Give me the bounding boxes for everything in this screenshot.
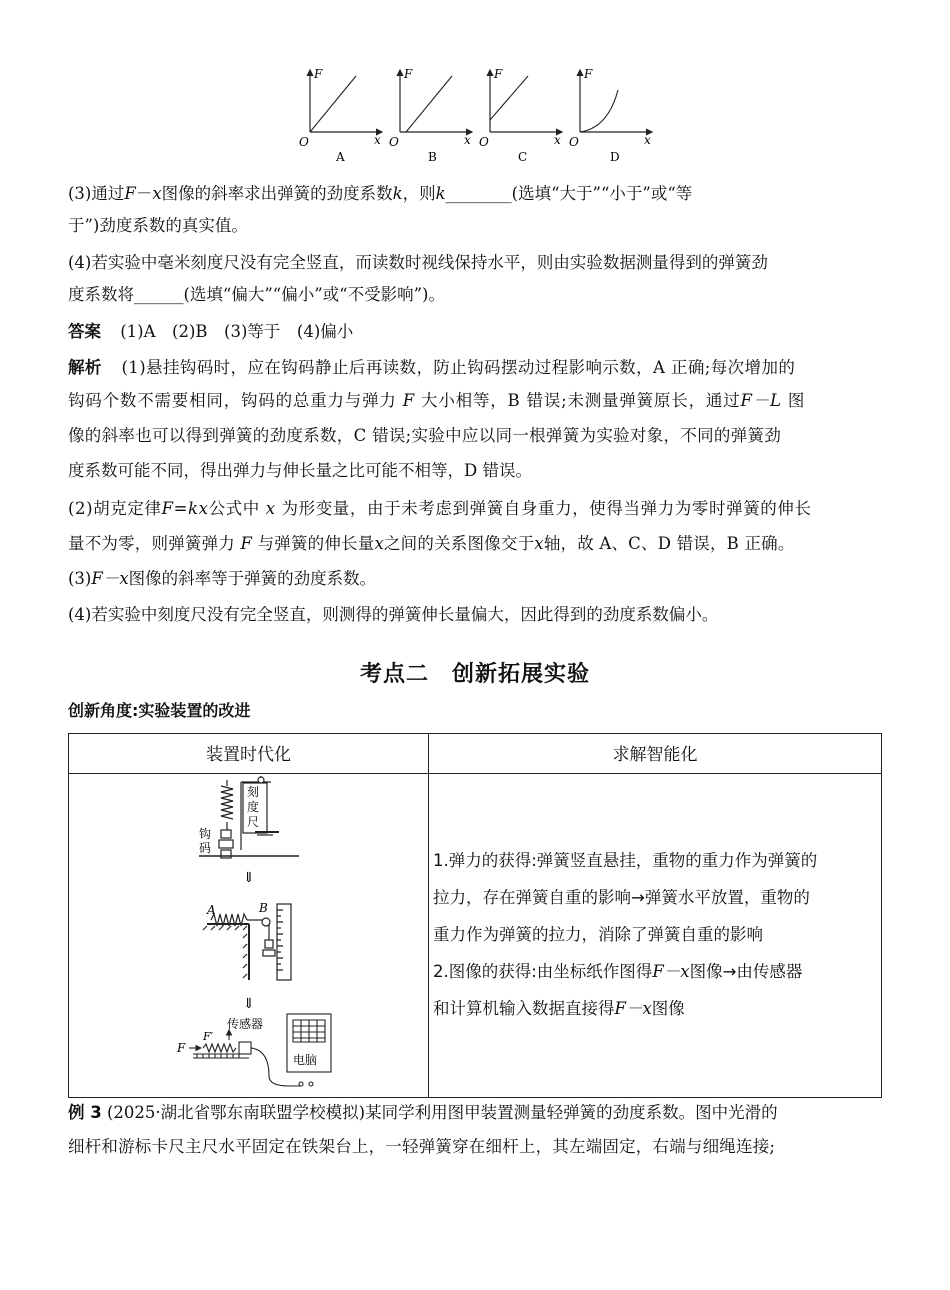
- q3-k1: k: [392, 184, 403, 203]
- fx-graphs: [290, 64, 670, 168]
- analysis-5-x: x: [265, 499, 276, 518]
- comparison-table: [68, 733, 882, 1098]
- p2-l1-a: 2.图像的获得:由坐标纸作图得: [433, 962, 653, 981]
- p2-l2-a: 和计算机输入数据直接得: [433, 999, 615, 1018]
- analysis-6a: 量不为零，则弹簧弹力: [68, 534, 235, 553]
- analysis-2c: 图: [787, 391, 806, 410]
- graph-b-option: B: [428, 150, 437, 164]
- analysis-line-7: [68, 567, 884, 591]
- answer-text: (1)A (2)B (3)等于 (4)偏小: [120, 322, 354, 341]
- example-3-line-1: [68, 1101, 884, 1125]
- graph-a-origin: O: [299, 135, 309, 149]
- section-subtitle: 创新角度:实验装置的改进: [68, 701, 251, 720]
- ruler-label-2: 度: [247, 800, 260, 814]
- analysis-2a: 钩码个数不需要相同，钩码的总重力与弹力: [68, 391, 397, 410]
- question-3-line-1: [68, 182, 884, 206]
- down-arrow-2: ⇓: [243, 996, 255, 1012]
- q3-suffix: (选填“大于”“小于”或“等: [511, 184, 693, 203]
- answer-label: 答案: [68, 322, 101, 341]
- analysis-2-F: F: [402, 391, 415, 410]
- graph-a: [299, 67, 382, 164]
- analysis-7b: 图像的斜率等于弹簧的劲度系数。: [128, 569, 377, 588]
- graph-a-line: [310, 76, 356, 132]
- graph-c-x-label: x: [554, 133, 561, 147]
- graph-c-y-label: F: [494, 67, 503, 81]
- point-2-line-1: [433, 953, 878, 990]
- answer-line: [68, 320, 884, 344]
- analysis-label: 解析: [68, 358, 102, 377]
- table-right-cell: [433, 842, 878, 1027]
- q4-answer-blank[interactable]: ______: [134, 285, 184, 304]
- graph-c-line: [490, 76, 528, 120]
- table-column-divider: [428, 734, 429, 1097]
- analysis-text-1: (1)悬挂钩码时，应在钩码静止后再读数，防止钩码摆动过程影响示数，A 正确;每次增加的: [121, 358, 796, 377]
- analysis-2-FL: F－L: [740, 391, 782, 410]
- sensor-spring: [203, 1044, 236, 1052]
- q3-comma: ，则: [402, 184, 436, 203]
- apparatus-figure: [169, 774, 339, 1096]
- analysis-7a: (3): [68, 569, 92, 588]
- graph-d-y-label: F: [584, 67, 593, 81]
- graph-d-x-label: x: [644, 133, 651, 147]
- q4-text-a: 度系数将: [68, 285, 134, 304]
- q3-prefix: (3)通过: [68, 184, 125, 203]
- graph-b: [389, 67, 472, 164]
- p2-l2-b: 图像: [651, 999, 685, 1018]
- analysis-line-2: [68, 389, 884, 413]
- question-3-line-2: 于”)劲度系数的真实值。: [68, 216, 248, 235]
- analysis-line-3: 像的斜率也可以得到弹簧的劲度系数，C 错误;实验中应以同一根弹簧为实验对象，不同的弹簧劲: [68, 426, 782, 445]
- graph-d: [569, 67, 652, 164]
- label-A: A: [207, 903, 216, 917]
- analysis-6b: 与弹簧的伸长量: [257, 534, 375, 553]
- example-label: 例 3: [68, 1103, 102, 1122]
- section-title: 考点二 创新拓展实验: [359, 662, 590, 687]
- down-arrow-1: ⇓: [243, 870, 255, 886]
- analysis-6-x2: x: [534, 534, 544, 553]
- q3-mid: 图像的斜率求出弹簧的劲度系数: [161, 184, 393, 203]
- q3-answer-blank[interactable]: ________: [445, 184, 512, 203]
- point-1-line-2: 拉力，存在弹簧自重的影响→弹簧水平放置，重物的: [433, 888, 810, 907]
- analysis-6-F: F: [240, 534, 253, 553]
- graph-d-option: D: [610, 150, 620, 164]
- label-B: B: [259, 901, 268, 915]
- analysis-5b: 公式中: [208, 499, 260, 518]
- sensor-label: 传感器: [227, 1017, 264, 1031]
- example-3-line-2: 细杆和游标卡尺主尺水平固定在铁架台上，一轻弹簧穿在细杆上，其左端固定，右端与细绳连接;: [68, 1137, 776, 1156]
- table-header-left: 装置时代化: [206, 745, 291, 765]
- p2-l2-Fx: F－x: [614, 999, 652, 1018]
- q4-text-b: (选填“偏大”“偏小”或“不受影响”)。: [183, 285, 445, 304]
- force-label-Fprime: F′: [203, 1030, 214, 1043]
- p2-l1-b: 图像→由传感器: [689, 962, 803, 981]
- graph-c: [479, 67, 562, 164]
- graph-d-origin: O: [569, 135, 579, 149]
- horizontal-setup: [203, 904, 291, 980]
- point-2-line-2: [433, 990, 878, 1027]
- q3-k2: k: [435, 184, 446, 203]
- example-text-1: (2025·湖北省鄂东南联盟学校模拟)某同学利用图甲装置测量轻弹簧的劲度系数。图中光滑的: [106, 1103, 778, 1122]
- graph-a-option: A: [336, 150, 345, 164]
- graph-a-y-label: F: [314, 67, 323, 81]
- weight-label-1: 钩: [199, 827, 212, 841]
- analysis-line-1: [68, 356, 884, 380]
- table-header-right: 求解智能化: [612, 745, 698, 765]
- graph-c-origin: O: [479, 135, 489, 149]
- graph-c-option: C: [518, 150, 528, 164]
- point-1-line-1: 1.弹力的获得:弹簧竖直悬挂，重物的重力作为弹簧的: [433, 851, 818, 870]
- analysis-5-eq: F=kx: [161, 499, 209, 518]
- vertical-spring: [221, 786, 233, 819]
- computer-label: 电脑: [293, 1053, 318, 1067]
- ruler-label-1: 刻: [247, 785, 260, 799]
- analysis-line-4: 度系数可能不同，得出弹力与伸长量之比可能不相等，D 错误。: [68, 461, 532, 480]
- analysis-5c: 为形变量，由于未考虑到弹簧自身重力，使得当弹力为零时弹簧的伸长: [281, 499, 812, 518]
- analysis-line-5: [68, 497, 884, 521]
- analysis-7-Fx: F－x: [91, 569, 129, 588]
- graph-b-y-label: F: [404, 67, 413, 81]
- analysis-6d: 轴，故 A、C、D 错误，B 正确。: [543, 534, 795, 553]
- force-label-F: F: [177, 1041, 186, 1055]
- analysis-line-8: (4)若实验中刻度尺没有完全竖直，则测得的弹簧伸长量偏大，因此得到的劲度系数偏小。: [68, 605, 719, 624]
- graph-b-origin: O: [389, 135, 399, 149]
- q3-F: F: [124, 184, 136, 203]
- analysis-6c: 之间的关系图像交于: [383, 534, 535, 553]
- question-4-line-1: (4)若实验中毫米刻度尺没有完全竖直，而读数时视线保持水平，则由实验数据测量得到的弹簧劲: [68, 253, 768, 272]
- analysis-5a: (2)胡克定律: [68, 499, 162, 518]
- p2-l1-Fx: F－x: [652, 962, 690, 981]
- analysis-line-6: [68, 532, 884, 556]
- analysis-2b: 大小相等，B 错误;未测量弹簧原长，通过: [421, 391, 741, 410]
- q3-minus: －: [135, 184, 153, 203]
- ruler-label-3: 尺: [247, 815, 260, 829]
- q3-x: x: [152, 184, 162, 203]
- graph-b-x-label: x: [464, 133, 471, 147]
- horizontal-spring: [211, 914, 247, 926]
- graph-a-x-label: x: [374, 133, 381, 147]
- graph-d-curve: [580, 90, 618, 132]
- question-4-line-2: [68, 283, 884, 307]
- point-1-line-3: 重力作为弹簧的拉力，消除了弹簧自重的影响: [433, 925, 763, 944]
- graph-b-line: [406, 76, 452, 132]
- analysis-6-x: x: [374, 534, 384, 553]
- weight-label-2: 码: [199, 841, 212, 855]
